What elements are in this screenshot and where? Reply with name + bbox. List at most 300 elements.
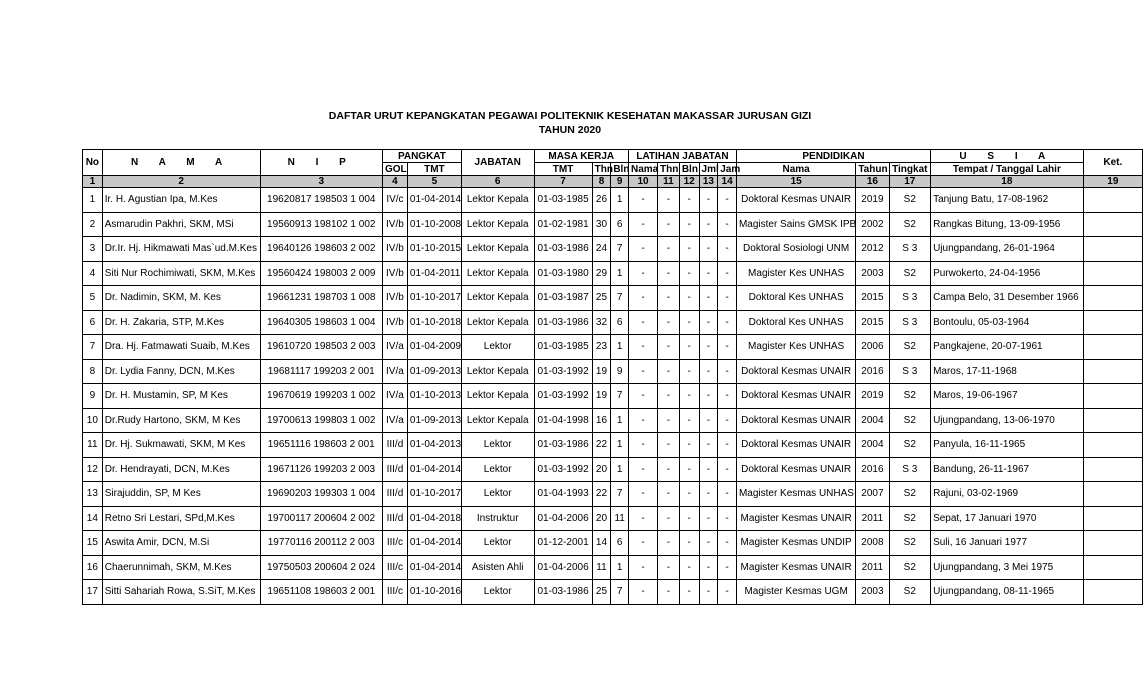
cell-tempat-tanggal-lahir: Ujungpandang, 13-06-1970 — [931, 408, 1084, 433]
cell-latihan-thn: - — [658, 408, 680, 433]
table-row — [83, 335, 1143, 360]
cell-masa-kerja-thn: 25 — [592, 580, 611, 605]
cell-latihan-bln: - — [679, 261, 699, 286]
cell-ket — [1083, 457, 1142, 482]
column-number-row — [83, 176, 1143, 188]
cell-latihan-bln: - — [679, 457, 699, 482]
cell-nip: 19620817 198503 1 004 — [260, 188, 382, 213]
header-latihan-jml: Jml — [699, 163, 718, 176]
cell-masa-kerja-bln: 11 — [611, 506, 629, 531]
cell-masa-kerja-tmt: 01-03-1980 — [534, 261, 592, 286]
cell-ket — [1083, 433, 1142, 458]
cell-jabatan: Lektor — [461, 482, 534, 507]
header-ket: Ket. — [1083, 150, 1142, 176]
cell-jabatan: Lektor Kepala — [461, 408, 534, 433]
cell-nama: Dr. H. Zakaria, STP, M.Kes — [102, 310, 260, 335]
cell-masa-kerja-tmt: 01-03-1987 — [534, 286, 592, 311]
cell-masa-kerja-bln: 1 — [611, 335, 629, 360]
cell-latihan-bln: - — [679, 580, 699, 605]
cell-nip: 19681117 199203 2 001 — [260, 359, 382, 384]
cell-nama: Dr. H. Mustamin, SP, M Kes — [102, 384, 260, 409]
table-row — [83, 188, 1143, 213]
cell-masa-kerja-thn: 22 — [592, 482, 611, 507]
cell-latihan-thn: - — [658, 188, 680, 213]
cell-pendidikan-nama: Magister Sains GMSK IPB — [736, 212, 855, 237]
cell-tmt: 01-04-2014 — [407, 555, 461, 580]
cell-tempat-tanggal-lahir: Rangkas Bitung, 13-09-1956 — [931, 212, 1084, 237]
header-nama: N A M A — [102, 150, 260, 176]
cell-nama: Dr.Rudy Hartono, SKM, M Kes — [102, 408, 260, 433]
cell-latihan-nama: - — [628, 212, 657, 237]
cell-masa-kerja-bln: 6 — [611, 310, 629, 335]
cell-latihan-jml: - — [699, 335, 718, 360]
cell-latihan-bln: - — [679, 212, 699, 237]
cell-jabatan: Lektor — [461, 335, 534, 360]
employee-rank-table — [82, 149, 1143, 605]
cell-no: 10 — [83, 408, 103, 433]
cell-nama: Dr. Hendrayati, DCN, M.Kes — [102, 457, 260, 482]
cell-no: 7 — [83, 335, 103, 360]
table-row — [83, 555, 1143, 580]
cell-jabatan: Lektor — [461, 580, 534, 605]
cell-tmt: 01-04-2014 — [407, 531, 461, 556]
cell-latihan-thn: - — [658, 457, 680, 482]
cell-latihan-jml: - — [699, 482, 718, 507]
cell-ket — [1083, 261, 1142, 286]
cell-latihan-jam: - — [718, 237, 737, 262]
cell-ket — [1083, 482, 1142, 507]
cell-latihan-jml: - — [699, 531, 718, 556]
header-masa-kerja-bln: Bln — [611, 163, 629, 176]
cell-latihan-jam: - — [718, 433, 737, 458]
cell-latihan-jml: - — [699, 384, 718, 409]
column-number: 2 — [102, 176, 260, 188]
cell-masa-kerja-thn: 16 — [592, 408, 611, 433]
cell-pendidikan-tingkat: S 3 — [889, 286, 931, 311]
cell-tmt: 01-09-2013 — [407, 359, 461, 384]
cell-masa-kerja-tmt: 01-02-1981 — [534, 212, 592, 237]
cell-latihan-jam: - — [718, 384, 737, 409]
cell-latihan-nama: - — [628, 188, 657, 213]
cell-masa-kerja-thn: 14 — [592, 531, 611, 556]
cell-gol: III/d — [382, 482, 407, 507]
table-row — [83, 580, 1143, 605]
cell-latihan-thn: - — [658, 261, 680, 286]
cell-no: 14 — [83, 506, 103, 531]
cell-tempat-tanggal-lahir: Bandung, 26-11-1967 — [931, 457, 1084, 482]
cell-no: 12 — [83, 457, 103, 482]
table-row — [83, 310, 1143, 335]
cell-gol: IV/c — [382, 188, 407, 213]
cell-latihan-nama: - — [628, 286, 657, 311]
cell-no: 3 — [83, 237, 103, 262]
cell-latihan-thn: - — [658, 237, 680, 262]
cell-gol: III/c — [382, 531, 407, 556]
cell-gol: IV/b — [382, 286, 407, 311]
cell-pendidikan-tingkat: S2 — [889, 506, 931, 531]
cell-jabatan: Lektor Kepala — [461, 359, 534, 384]
cell-pendidikan-tingkat: S2 — [889, 335, 931, 360]
header-masa-kerja-tmt: TMT — [534, 163, 592, 176]
cell-no: 2 — [83, 212, 103, 237]
cell-masa-kerja-thn: 22 — [592, 433, 611, 458]
cell-nama: Aswita Amir, DCN, M.Si — [102, 531, 260, 556]
column-number: 18 — [931, 176, 1084, 188]
cell-pendidikan-nama: Magister Kesmas UNAIR — [736, 555, 855, 580]
cell-tmt: 01-09-2013 — [407, 408, 461, 433]
cell-pendidikan-tingkat: S2 — [889, 212, 931, 237]
cell-pendidikan-tahun: 2015 — [856, 286, 889, 311]
table-body — [83, 188, 1143, 605]
cell-nip: 19560913 198102 1 002 — [260, 212, 382, 237]
column-number: 12 — [679, 176, 699, 188]
cell-jabatan: Lektor — [461, 433, 534, 458]
cell-masa-kerja-bln: 1 — [611, 555, 629, 580]
table-row — [83, 212, 1143, 237]
cell-latihan-jml: - — [699, 580, 718, 605]
cell-latihan-thn: - — [658, 580, 680, 605]
column-number: 14 — [718, 176, 737, 188]
cell-jabatan: Asisten Ahli — [461, 555, 534, 580]
cell-pendidikan-tingkat: S 3 — [889, 359, 931, 384]
column-number: 13 — [699, 176, 718, 188]
cell-tempat-tanggal-lahir: Pangkajene, 20-07-1961 — [931, 335, 1084, 360]
cell-nip: 19690203 199303 1 004 — [260, 482, 382, 507]
cell-jabatan: Lektor Kepala — [461, 261, 534, 286]
cell-nip: 19671126 199203 2 003 — [260, 457, 382, 482]
cell-pendidikan-nama: Magister Kesmas UNDIP — [736, 531, 855, 556]
cell-latihan-bln: - — [679, 310, 699, 335]
cell-jabatan: Lektor Kepala — [461, 286, 534, 311]
cell-gol: IV/b — [382, 310, 407, 335]
cell-tmt: 01-04-2014 — [407, 457, 461, 482]
cell-masa-kerja-thn: 25 — [592, 286, 611, 311]
cell-nama: Siti Nur Rochimiwati, SKM, M.Kes — [102, 261, 260, 286]
cell-nama: Sitti Sahariah Rowa, S.SiT, M.Kes — [102, 580, 260, 605]
cell-tmt: 01-04-2013 — [407, 433, 461, 458]
cell-gol: IV/b — [382, 261, 407, 286]
cell-tempat-tanggal-lahir: Panyula, 16-11-1965 — [931, 433, 1084, 458]
cell-latihan-bln: - — [679, 433, 699, 458]
cell-nama: Dr. Hj. Sukmawati, SKM, M Kes — [102, 433, 260, 458]
cell-latihan-jam: - — [718, 580, 737, 605]
cell-pendidikan-tingkat: S 3 — [889, 310, 931, 335]
cell-masa-kerja-tmt: 01-04-2006 — [534, 555, 592, 580]
cell-masa-kerja-bln: 1 — [611, 457, 629, 482]
cell-nama: Dr.Ir. Hj. Hikmawati Mas`ud.M.Kes — [102, 237, 260, 262]
cell-masa-kerja-bln: 1 — [611, 261, 629, 286]
cell-latihan-bln: - — [679, 384, 699, 409]
cell-tmt: 01-10-2008 — [407, 212, 461, 237]
cell-ket — [1083, 506, 1142, 531]
cell-latihan-nama: - — [628, 506, 657, 531]
cell-latihan-thn: - — [658, 286, 680, 311]
cell-gol: IV/b — [382, 237, 407, 262]
cell-latihan-bln: - — [679, 237, 699, 262]
cell-nip: 19640305 198603 1 004 — [260, 310, 382, 335]
header-pendidikan-tingkat: Tingkat — [889, 163, 931, 176]
table-row — [83, 482, 1143, 507]
cell-tmt: 01-10-2017 — [407, 482, 461, 507]
cell-latihan-bln: - — [679, 359, 699, 384]
cell-no: 1 — [83, 188, 103, 213]
cell-latihan-jml: - — [699, 261, 718, 286]
cell-pendidikan-nama: Doktoral Kesmas UNAIR — [736, 433, 855, 458]
cell-pendidikan-tahun: 2012 — [856, 237, 889, 262]
cell-latihan-jam: - — [718, 335, 737, 360]
cell-latihan-jam: - — [718, 188, 737, 213]
cell-no: 9 — [83, 384, 103, 409]
cell-pendidikan-tahun: 2008 — [856, 531, 889, 556]
header-jabatan: JABATAN — [461, 150, 534, 176]
cell-tmt: 01-10-2013 — [407, 384, 461, 409]
table-row — [83, 408, 1143, 433]
cell-latihan-jam: - — [718, 506, 737, 531]
cell-latihan-thn: - — [658, 384, 680, 409]
cell-masa-kerja-tmt: 01-03-1985 — [534, 188, 592, 213]
cell-latihan-jam: - — [718, 555, 737, 580]
cell-pendidikan-tingkat: S2 — [889, 408, 931, 433]
header-masa-kerja: MASA KERJA — [534, 150, 628, 163]
cell-pendidikan-tingkat: S2 — [889, 188, 931, 213]
header-pangkat: PANGKAT — [382, 150, 461, 163]
cell-gol: IV/a — [382, 384, 407, 409]
cell-latihan-jml: - — [699, 408, 718, 433]
cell-latihan-jml: - — [699, 506, 718, 531]
cell-no: 4 — [83, 261, 103, 286]
cell-no: 8 — [83, 359, 103, 384]
cell-nip: 19770116 200112 2 003 — [260, 531, 382, 556]
cell-pendidikan-nama: Magister Kes UNHAS — [736, 261, 855, 286]
table-row — [83, 384, 1143, 409]
cell-ket — [1083, 531, 1142, 556]
cell-gol: III/d — [382, 506, 407, 531]
column-number: 5 — [407, 176, 461, 188]
header-latihan-bln: Bln — [679, 163, 699, 176]
cell-pendidikan-nama: Magister Kes UNHAS — [736, 335, 855, 360]
cell-latihan-thn: - — [658, 433, 680, 458]
cell-pendidikan-tingkat: S 3 — [889, 237, 931, 262]
cell-latihan-jml: - — [699, 286, 718, 311]
cell-masa-kerja-thn: 20 — [592, 506, 611, 531]
cell-masa-kerja-tmt: 01-03-1986 — [534, 580, 592, 605]
cell-masa-kerja-tmt: 01-03-1992 — [534, 359, 592, 384]
header-latihan-jam: Jam — [718, 163, 737, 176]
cell-nama: Asmarudin Pakhri, SKM, MSi — [102, 212, 260, 237]
table-row — [83, 531, 1143, 556]
cell-masa-kerja-bln: 7 — [611, 237, 629, 262]
cell-masa-kerja-tmt: 01-03-1985 — [534, 335, 592, 360]
cell-nip: 19700117 200604 2 002 — [260, 506, 382, 531]
cell-tempat-tanggal-lahir: Maros, 19-06-1967 — [931, 384, 1084, 409]
cell-tmt: 01-10-2015 — [407, 237, 461, 262]
cell-ket — [1083, 212, 1142, 237]
cell-nip: 19700613 199803 1 002 — [260, 408, 382, 433]
cell-latihan-thn: - — [658, 310, 680, 335]
cell-gol: IV/b — [382, 212, 407, 237]
cell-tempat-tanggal-lahir: Purwokerto, 24-04-1956 — [931, 261, 1084, 286]
cell-masa-kerja-bln: 1 — [611, 433, 629, 458]
column-number: 11 — [658, 176, 680, 188]
cell-pendidikan-tingkat: S2 — [889, 580, 931, 605]
cell-latihan-jam: - — [718, 408, 737, 433]
cell-jabatan: Lektor Kepala — [461, 237, 534, 262]
cell-jabatan: Lektor Kepala — [461, 310, 534, 335]
cell-nip: 19661231 198703 1 008 — [260, 286, 382, 311]
table-row — [83, 286, 1143, 311]
column-number: 19 — [1083, 176, 1142, 188]
cell-masa-kerja-tmt: 01-04-1993 — [534, 482, 592, 507]
column-number: 15 — [736, 176, 855, 188]
cell-pendidikan-nama: Doktoral Kes UNHAS — [736, 310, 855, 335]
cell-gol: III/d — [382, 457, 407, 482]
cell-tmt: 01-04-2009 — [407, 335, 461, 360]
cell-masa-kerja-bln: 7 — [611, 482, 629, 507]
cell-jabatan: Lektor Kepala — [461, 188, 534, 213]
cell-jabatan: Lektor — [461, 457, 534, 482]
cell-nip: 19560424 198003 2 009 — [260, 261, 382, 286]
cell-gol: IV/a — [382, 359, 407, 384]
cell-tempat-tanggal-lahir: Sepat, 17 Januari 1970 — [931, 506, 1084, 531]
cell-pendidikan-tahun: 2003 — [856, 261, 889, 286]
cell-pendidikan-tahun: 2016 — [856, 359, 889, 384]
cell-latihan-nama: - — [628, 555, 657, 580]
cell-latihan-bln: - — [679, 286, 699, 311]
cell-latihan-jam: - — [718, 261, 737, 286]
cell-latihan-bln: - — [679, 555, 699, 580]
cell-latihan-jml: - — [699, 237, 718, 262]
cell-tempat-tanggal-lahir: Ujungpandang, 3 Mei 1975 — [931, 555, 1084, 580]
header-usia: U S I A — [931, 150, 1084, 163]
cell-tempat-tanggal-lahir: Campa Belo, 31 Desember 1966 — [931, 286, 1084, 311]
cell-masa-kerja-thn: 19 — [592, 384, 611, 409]
cell-latihan-thn: - — [658, 212, 680, 237]
column-number: 10 — [628, 176, 657, 188]
cell-jabatan: Lektor Kepala — [461, 384, 534, 409]
cell-nip: 19651116 198603 2 001 — [260, 433, 382, 458]
cell-latihan-thn: - — [658, 555, 680, 580]
cell-masa-kerja-tmt: 01-12-2001 — [534, 531, 592, 556]
cell-latihan-jml: - — [699, 457, 718, 482]
header-latihan-jabatan: LATIHAN JABATAN — [628, 150, 736, 163]
cell-pendidikan-tahun: 2004 — [856, 408, 889, 433]
cell-tmt: 01-04-2014 — [407, 188, 461, 213]
cell-latihan-nama: - — [628, 384, 657, 409]
cell-pendidikan-tingkat: S2 — [889, 531, 931, 556]
cell-nama: Sirajuddin, SP, M Kes — [102, 482, 260, 507]
cell-no: 11 — [83, 433, 103, 458]
cell-nip: 19640126 198603 2 002 — [260, 237, 382, 262]
cell-masa-kerja-bln: 6 — [611, 212, 629, 237]
column-number: 16 — [856, 176, 889, 188]
cell-masa-kerja-thn: 26 — [592, 188, 611, 213]
cell-tempat-tanggal-lahir: Ujungpandang, 26-01-1964 — [931, 237, 1084, 262]
cell-tempat-tanggal-lahir: Tanjung Batu, 17-08-1962 — [931, 188, 1084, 213]
cell-latihan-jml: - — [699, 188, 718, 213]
header-gol: GOL — [382, 163, 407, 176]
cell-ket — [1083, 555, 1142, 580]
cell-latihan-jam: - — [718, 212, 737, 237]
cell-latihan-nama: - — [628, 359, 657, 384]
cell-latihan-jam: - — [718, 359, 737, 384]
cell-latihan-jml: - — [699, 310, 718, 335]
column-number: 6 — [461, 176, 534, 188]
cell-pendidikan-tingkat: S 3 — [889, 457, 931, 482]
header-no: No — [83, 150, 103, 176]
cell-latihan-thn: - — [658, 335, 680, 360]
cell-latihan-nama: - — [628, 531, 657, 556]
cell-masa-kerja-bln: 6 — [611, 531, 629, 556]
document-subtitle: TAHUN 2020 — [538, 124, 602, 136]
cell-ket — [1083, 408, 1142, 433]
cell-latihan-nama: - — [628, 310, 657, 335]
cell-no: 15 — [83, 531, 103, 556]
cell-latihan-nama: - — [628, 482, 657, 507]
cell-ket — [1083, 188, 1142, 213]
header-nip: N I P — [260, 150, 382, 176]
cell-pendidikan-nama: Doktoral Kesmas UNAIR — [736, 188, 855, 213]
cell-masa-kerja-bln: 1 — [611, 408, 629, 433]
cell-ket — [1083, 237, 1142, 262]
column-number: 9 — [611, 176, 629, 188]
cell-masa-kerja-tmt: 01-04-1998 — [534, 408, 592, 433]
cell-latihan-bln: - — [679, 335, 699, 360]
cell-masa-kerja-tmt: 01-03-1992 — [534, 457, 592, 482]
cell-ket — [1083, 286, 1142, 311]
cell-masa-kerja-tmt: 01-03-1986 — [534, 310, 592, 335]
cell-tmt: 01-04-2011 — [407, 261, 461, 286]
cell-latihan-jml: - — [699, 212, 718, 237]
cell-no: 13 — [83, 482, 103, 507]
cell-latihan-jam: - — [718, 286, 737, 311]
cell-nip: 19750503 200604 2 024 — [260, 555, 382, 580]
cell-latihan-nama: - — [628, 433, 657, 458]
table-row — [83, 359, 1143, 384]
cell-latihan-bln: - — [679, 408, 699, 433]
cell-pendidikan-nama: Magister Kesmas UGM — [736, 580, 855, 605]
cell-tmt: 01-10-2016 — [407, 580, 461, 605]
cell-pendidikan-nama: Doktoral Sosiologi UNM — [736, 237, 855, 262]
header-latihan-nama: Nama — [628, 163, 657, 176]
cell-tempat-tanggal-lahir: Bontoulu, 05-03-1964 — [931, 310, 1084, 335]
cell-latihan-nama: - — [628, 580, 657, 605]
cell-masa-kerja-thn: 30 — [592, 212, 611, 237]
cell-pendidikan-tingkat: S2 — [889, 555, 931, 580]
cell-tempat-tanggal-lahir: Maros, 17-11-1968 — [931, 359, 1084, 384]
cell-masa-kerja-thn: 20 — [592, 457, 611, 482]
cell-tempat-tanggal-lahir: Ujungpandang, 08-11-1965 — [931, 580, 1084, 605]
cell-no: 5 — [83, 286, 103, 311]
cell-masa-kerja-thn: 32 — [592, 310, 611, 335]
header-pendidikan: PENDIDIKAN — [736, 150, 930, 163]
cell-pendidikan-tingkat: S2 — [889, 433, 931, 458]
cell-jabatan: Lektor — [461, 531, 534, 556]
column-number: 17 — [889, 176, 931, 188]
cell-masa-kerja-bln: 9 — [611, 359, 629, 384]
cell-pendidikan-nama: Doktoral Kes UNHAS — [736, 286, 855, 311]
cell-latihan-jam: - — [718, 457, 737, 482]
cell-nama: Dra. Hj. Fatmawati Suaib, M.Kes — [102, 335, 260, 360]
cell-latihan-nama: - — [628, 237, 657, 262]
table-row — [83, 457, 1143, 482]
cell-pendidikan-tingkat: S2 — [889, 384, 931, 409]
cell-pendidikan-tahun: 2011 — [856, 506, 889, 531]
cell-masa-kerja-tmt: 01-03-1992 — [534, 384, 592, 409]
cell-nama: Dr. Nadimin, SKM, M. Kes — [102, 286, 260, 311]
column-number: 3 — [260, 176, 382, 188]
cell-nama: Ir. H. Agustian Ipa, M.Kes — [102, 188, 260, 213]
column-number: 1 — [83, 176, 103, 188]
